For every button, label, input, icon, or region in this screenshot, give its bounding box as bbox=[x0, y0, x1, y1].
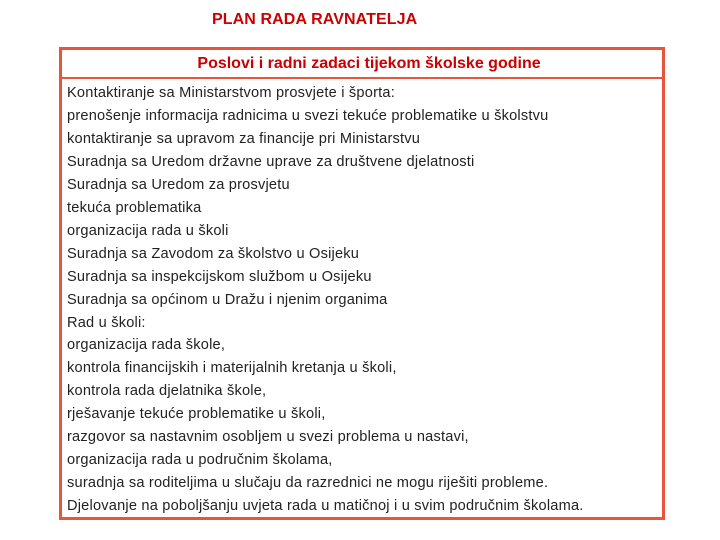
list-item: Rad u školi: bbox=[67, 314, 146, 331]
list-item: kontrola financijskih i materijalnih kretanja u školi, bbox=[67, 360, 397, 377]
list-item: tekuća problematika bbox=[67, 199, 202, 216]
list-item: organizacija rada u školi bbox=[67, 222, 229, 239]
list-item: razgovor sa nastavnim osobljem u svezi problema u nastavi, bbox=[67, 429, 469, 446]
list-item: rješavanje tekuće problematike u školi, bbox=[67, 406, 326, 423]
list-item: organizacija rada škole, bbox=[67, 337, 226, 354]
list-item: kontrola rada djelatnika škole, bbox=[67, 383, 267, 400]
table-header bbox=[62, 50, 662, 79]
page-title: PLAN RADA RAVNATELJA bbox=[212, 11, 418, 28]
list-item: Suradnja sa inspekcijskom službom u Osijeku bbox=[67, 268, 372, 285]
table-header-label: Poslovi i radni zadaci tijekom školske godine bbox=[197, 54, 541, 72]
list-item: Suradnja sa Zavodom za školstvo u Osijeku bbox=[67, 245, 360, 262]
list-item: kontaktiranje sa upravom za financije pri Ministarstvu bbox=[67, 130, 421, 147]
list-item: Suradnja sa Uredom za prosvjetu bbox=[67, 176, 290, 193]
table-body bbox=[62, 79, 662, 518]
list-item: suradnja sa roditeljima u slučaju da razrednici ne mogu riješiti probleme. bbox=[67, 475, 549, 492]
list-item: Kontaktiranje sa Ministarstvom prosvjete i športa: bbox=[67, 85, 395, 101]
plan-table bbox=[59, 47, 665, 520]
list-item: Suradnja sa općinom u Dražu i njenim organima bbox=[67, 291, 388, 308]
list-item: organizacija rada u područnim školama, bbox=[67, 452, 333, 469]
list-item: Djelovanje na poboljšanju uvjeta rada u matičnoj i u svim područnim školama. bbox=[67, 498, 584, 515]
list-item: prenošenje informacija radnicima u svezi tekuće problematike u školstvu bbox=[67, 107, 549, 124]
list-item: Suradnja sa Uredom državne uprave za društvene djelatnosti bbox=[67, 153, 475, 170]
